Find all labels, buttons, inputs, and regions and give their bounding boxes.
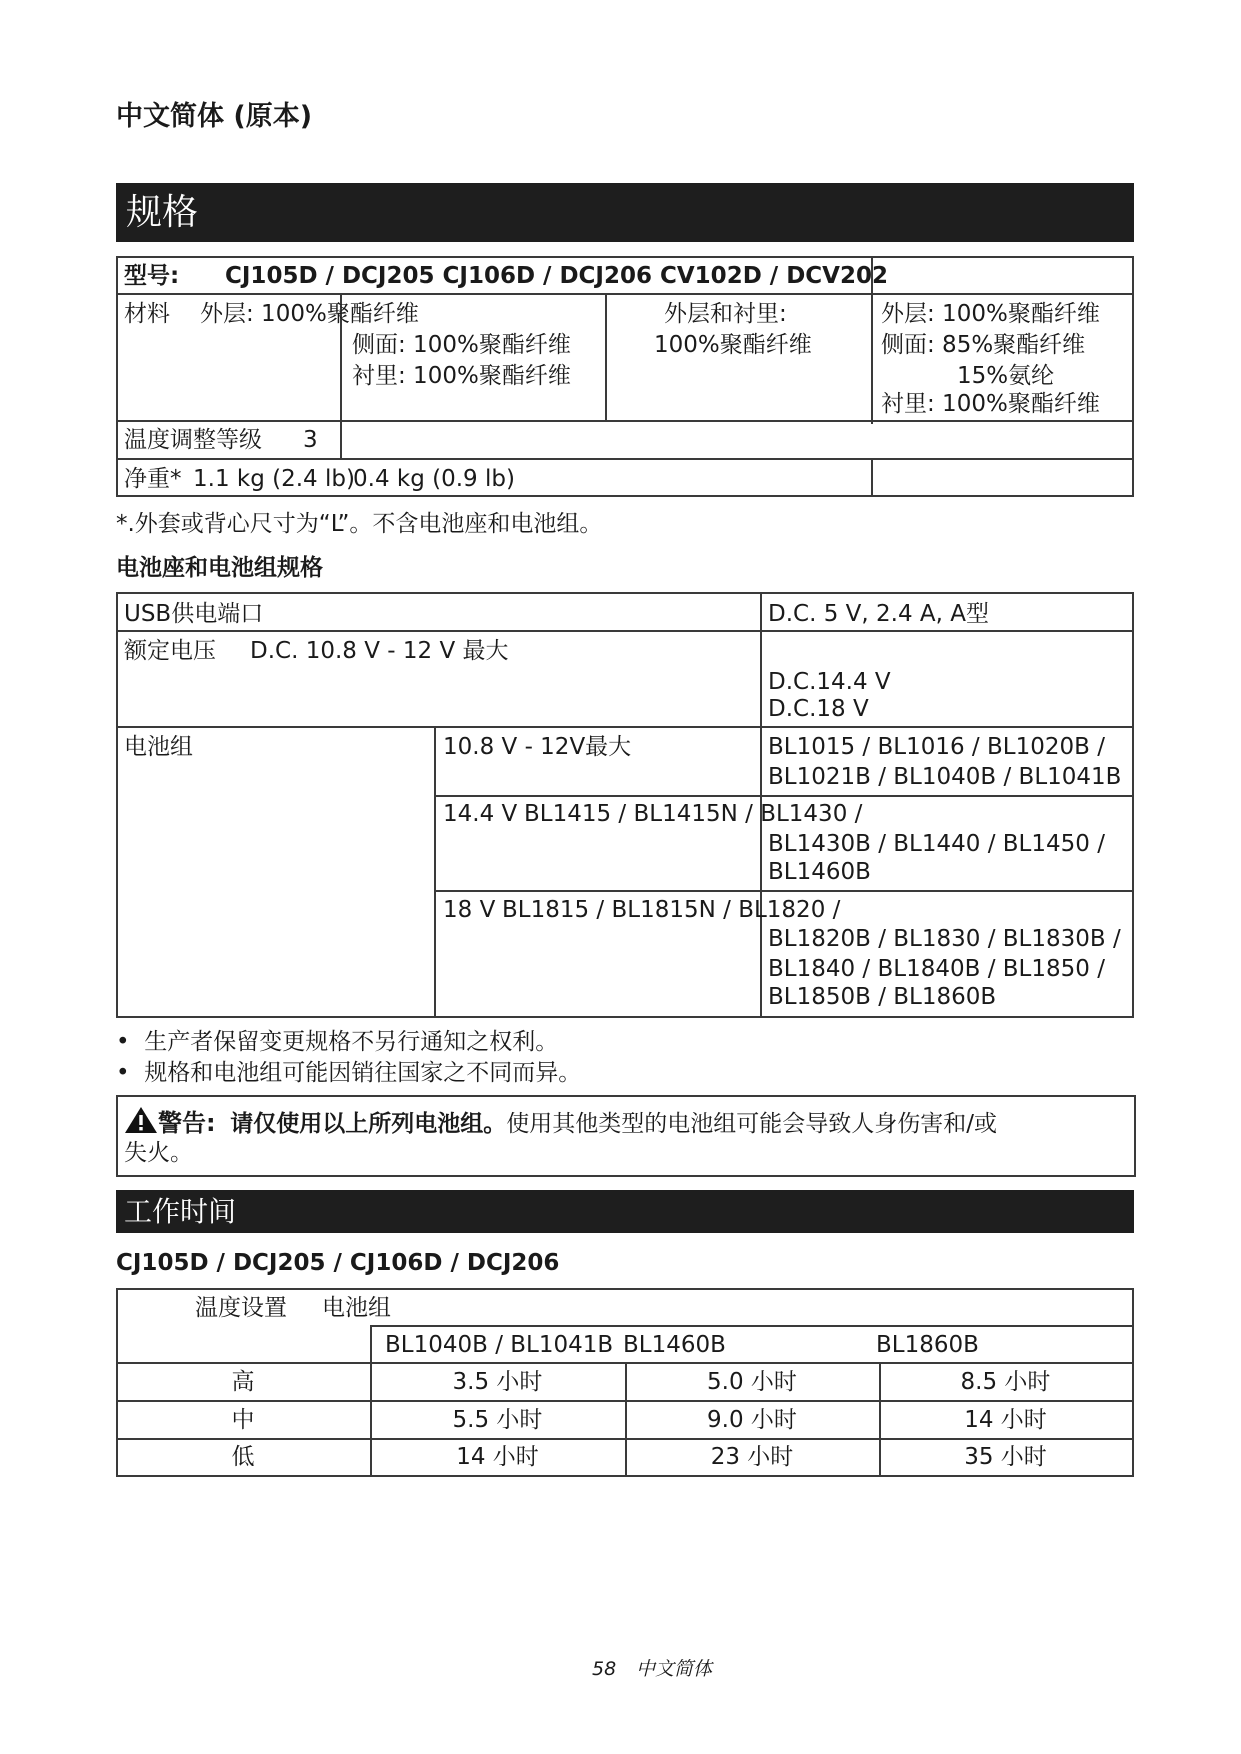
temp-value: 3	[303, 427, 318, 453]
model-list: CJ105D / DCJ205 CJ106D / DCJ206 CV102D / DCV202	[225, 263, 888, 289]
runtime-subheading: CJ105D / DCJ205 / CJ106D / DCJ206	[116, 1250, 560, 1276]
pack-models-3-line4: BL1850B / BL1860B	[768, 984, 997, 1010]
pack-models-2-line1: BL1415 / BL1415N / BL1430 /	[524, 801, 863, 827]
temp-label: 温度调整等级	[124, 427, 262, 453]
pack-voltage-2: 14.4 V	[443, 801, 518, 827]
voltage-value-2: D.C.14.4 V	[768, 669, 891, 695]
runtime-col-header-1: BL1040B / BL1041B	[385, 1332, 614, 1358]
pack-voltage-3: 18 V	[443, 897, 496, 923]
section-heading-runtime: 工作时间	[116, 1190, 1134, 1233]
pack-models-3-line3: BL1840 / BL1840B / BL1850 /	[768, 956, 1105, 982]
material-col3-line4: 衬里: 100%聚酯纤维	[881, 391, 1100, 417]
warning-text: 使用其他类型的电池组可能会导致人身伤害和/或	[506, 1111, 997, 1137]
material-col2-line1: 外层和衬里:	[664, 301, 787, 327]
pack-models-2-line3: BL1460B	[768, 859, 871, 885]
runtime-cell: 14 小时	[964, 1407, 1047, 1433]
section-heading-spec: 规格	[116, 183, 1134, 242]
runtime-col-header-3: BL1860B	[876, 1332, 979, 1358]
runtime-setting-low: 低	[231, 1444, 255, 1470]
runtime-cell: 5.0 小时	[707, 1369, 797, 1395]
runtime-cell: 9.0 小时	[707, 1407, 797, 1433]
voltage-label: 额定电压	[124, 638, 216, 664]
bullet-text-1: 生产者保留变更规格不另行通知之权利。	[144, 1029, 559, 1055]
model-label: 型号:	[124, 263, 180, 289]
runtime-cell: 5.5 小时	[452, 1407, 543, 1433]
usb-label: USB供电端口	[124, 601, 264, 627]
material-col1-line2: 侧面: 100%聚酯纤维	[352, 332, 571, 358]
runtime-setting-medium: 中	[231, 1407, 255, 1433]
usb-value: D.C. 5 V, 2.4 A, A型	[768, 601, 989, 627]
bullet-text-2: 规格和电池组可能因销往国家之不同而异。	[144, 1060, 582, 1086]
pack-models-3-line2: BL1820B / BL1830 / BL1830B /	[768, 926, 1121, 952]
warning-label: 警告:	[158, 1109, 216, 1137]
material-col1-line3: 衬里: 100%聚酯纤维	[352, 363, 571, 389]
pack-models-2-line2: BL1430B / BL1440 / BL1450 /	[768, 831, 1105, 857]
runtime-cell: 3.5 小时	[452, 1369, 543, 1395]
bullet-item-2: • 规格和电池组可能因销往国家之不同而异。	[116, 1060, 582, 1086]
weight-value-1: 1.1 kg (2.4 lb)	[193, 466, 355, 492]
weight-value-2: 0.4 kg (0.9 lb)	[353, 466, 515, 492]
voltage-value-1: D.C. 10.8 V - 12 V 最大	[250, 638, 509, 664]
pack-voltage-1: 10.8 V - 12V最大	[443, 734, 632, 760]
warning-line-2: 失火。	[124, 1140, 193, 1166]
pack-models-3-line1: BL1815 / BL1815N / BL1820 /	[502, 897, 841, 923]
spec-footnote: *.外套或背心尺寸为“L”。不含电池座和电池组。	[116, 511, 603, 537]
bullet-item-1: • 生产者保留变更规格不另行通知之权利。	[116, 1029, 559, 1055]
runtime-header-pack: 电池组	[322, 1295, 391, 1321]
runtime-cell: 14 小时	[456, 1444, 539, 1470]
runtime-header-temp: 温度设置	[195, 1295, 287, 1321]
material-col3-line1: 外层: 100%聚酯纤维	[881, 301, 1100, 327]
battery-spec-heading: 电池座和电池组规格	[116, 555, 323, 581]
pack-models-1-line1: BL1015 / BL1016 / BL1020B /	[768, 734, 1105, 760]
material-col3-line3: 15%氨纶	[957, 363, 1055, 389]
footer-language: 中文简体	[636, 1658, 713, 1680]
warning-bold-text: 请仅使用以上所列电池组。	[230, 1111, 507, 1137]
runtime-setting-high: 高	[231, 1369, 255, 1395]
page-title: 中文简体 (原本)	[116, 101, 313, 132]
runtime-cell: 23 小时	[710, 1444, 794, 1470]
material-label: 材料	[124, 301, 170, 327]
weight-label: 净重*	[124, 466, 182, 492]
pack-label: 电池组	[124, 734, 193, 760]
runtime-col-header-2: BL1460B	[623, 1332, 726, 1358]
material-col1-line1: 外层: 100%聚酯纤维	[200, 301, 419, 327]
runtime-cell: 35 小时	[964, 1444, 1047, 1470]
runtime-cell: 8.5 小时	[960, 1369, 1051, 1395]
warning-line-1	[124, 1106, 997, 1141]
footer-page-number: 58	[592, 1658, 617, 1680]
material-col3-line2: 侧面: 85%聚酯纤维	[881, 332, 1086, 358]
material-col2-line2: 100%聚酯纤维	[654, 332, 812, 358]
voltage-value-3: D.C.18 V	[768, 696, 869, 722]
pack-models-1-line2: BL1021B / BL1040B / BL1041B	[768, 764, 1122, 790]
warning-triangle-icon	[124, 1106, 158, 1141]
